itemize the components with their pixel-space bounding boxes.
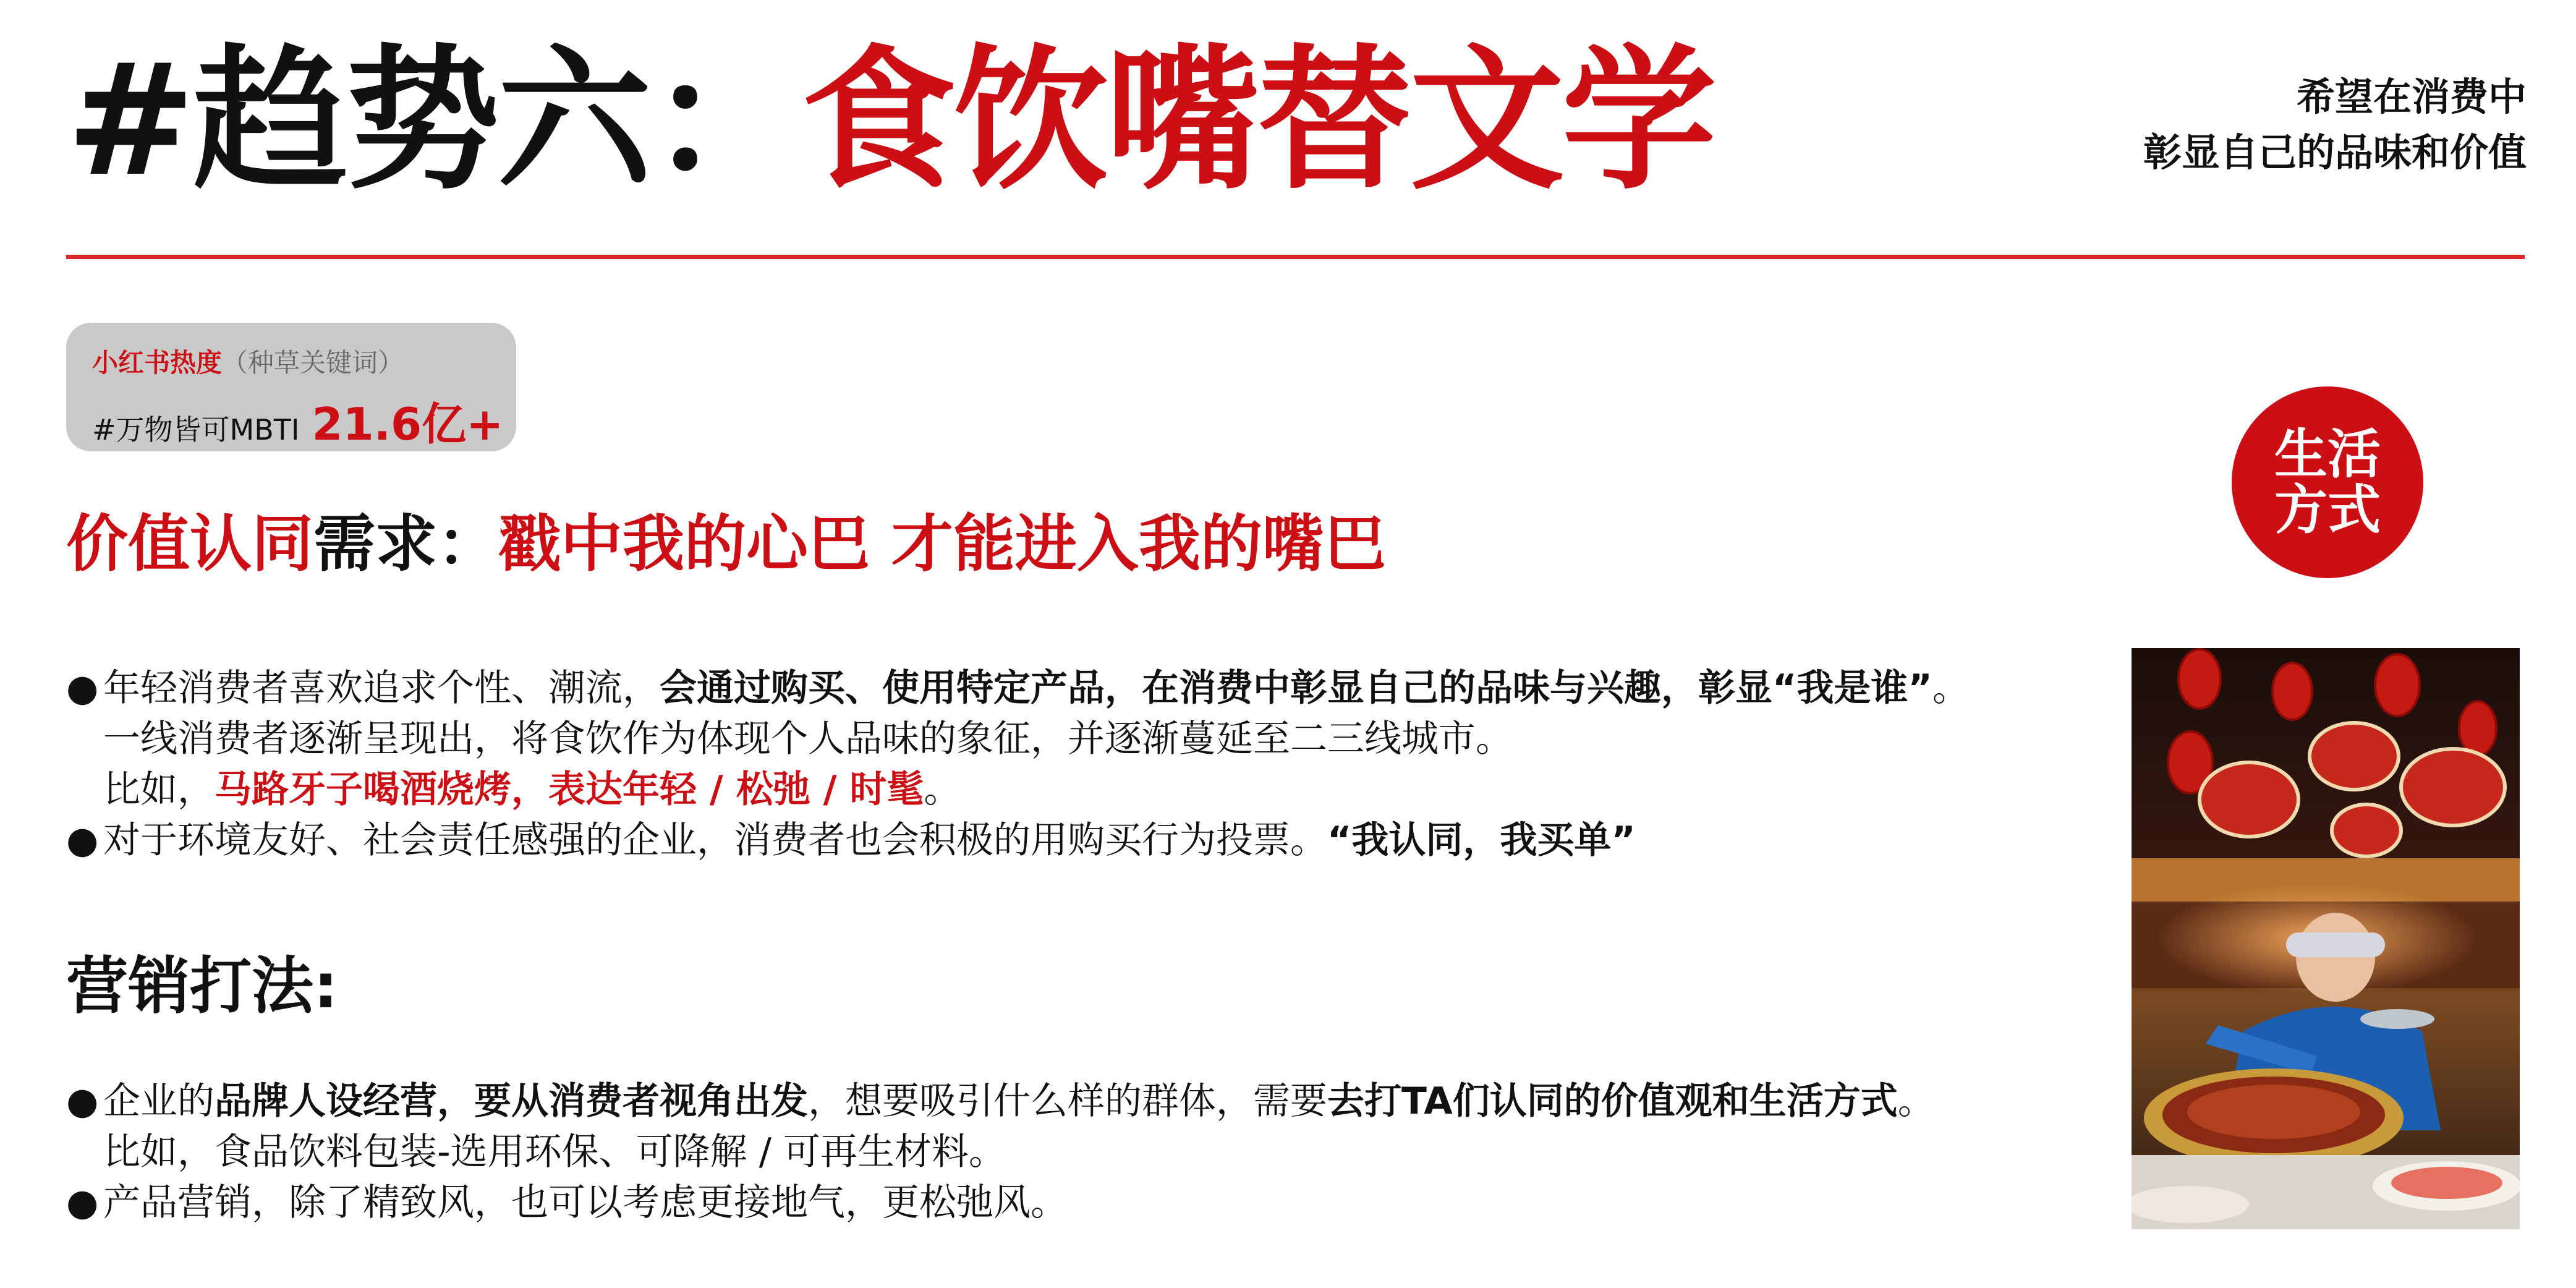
stat-sub: （种草关键词） (222, 348, 404, 378)
list-item: ● 年轻消费者喜欢追求个性、潮流，会通过购买、使用特定产品，在消费中彰显自己的品味与兴趣，彰显“我是谁”。 (66, 663, 2106, 714)
bullet-icon: ● (66, 1181, 99, 1224)
stat-box (66, 323, 516, 451)
marketing-heading: 营销打法: (66, 950, 338, 1022)
tagline (2143, 69, 2527, 181)
value-body (66, 663, 2106, 866)
list-item: ● 企业的品牌人设经营，要从消费者视角出发，想要吸引什么样的群体，需要去打TA们认同的价值观和生活方式。 (66, 1076, 2106, 1127)
badge-line-1: 生活 (2274, 423, 2381, 485)
bullet-icon: ● (66, 819, 99, 862)
bullet-icon: ● (66, 1080, 99, 1123)
title-prefix: #趋势六： (66, 30, 802, 210)
hotpot-photo (2132, 648, 2520, 1229)
page-title (66, 30, 1714, 210)
tagline-line-2: 彰显自己的品味和价值 (2143, 129, 2527, 175)
stat-value: 21.6亿+ (312, 398, 504, 450)
tagline-line-1: 希望在消费中 (2296, 74, 2527, 119)
marketing-body (66, 1076, 2106, 1228)
stat-row (92, 388, 504, 453)
lifestyle-badge (2232, 386, 2423, 578)
value-heading-slogan: 戳中我的心巴 才能进入我的嘴巴 (499, 508, 1386, 580)
value-heading-red: 价值认同 (66, 508, 313, 580)
list-item: ● 产品营销，除了精致风，也可以考虑更接地气，更松弛风。 (66, 1177, 2106, 1228)
list-item: ● 对于环境友好、社会责任感强的企业，消费者也会积极的用购买行为投票。“我认同，我买单” (66, 815, 2106, 866)
stat-label (92, 343, 490, 380)
header-divider (66, 255, 2525, 259)
value-heading-black: 需求： (313, 508, 499, 580)
stat-brand: 小红书热度 (92, 348, 223, 378)
list-item: 比如，食品饮料包装-选用环保、可降解 / 可再生材料。 (103, 1130, 1006, 1174)
list-item: 比如，马路牙子喝酒烧烤，表达年轻 / 松弛 / 时髦。 (103, 768, 961, 811)
list-item: 一线消费者逐渐呈现出，将食饮作为体现个人品味的象征，并逐渐蔓延至二三线城市。 (103, 717, 1513, 761)
value-heading (66, 507, 1386, 581)
badge-line-2: 方式 (2274, 479, 2381, 541)
stat-hashtag: #万物皆可MBTI (92, 413, 300, 446)
title-highlight: 食饮嘴替文学 (801, 30, 1714, 210)
bullet-icon: ● (66, 667, 99, 710)
